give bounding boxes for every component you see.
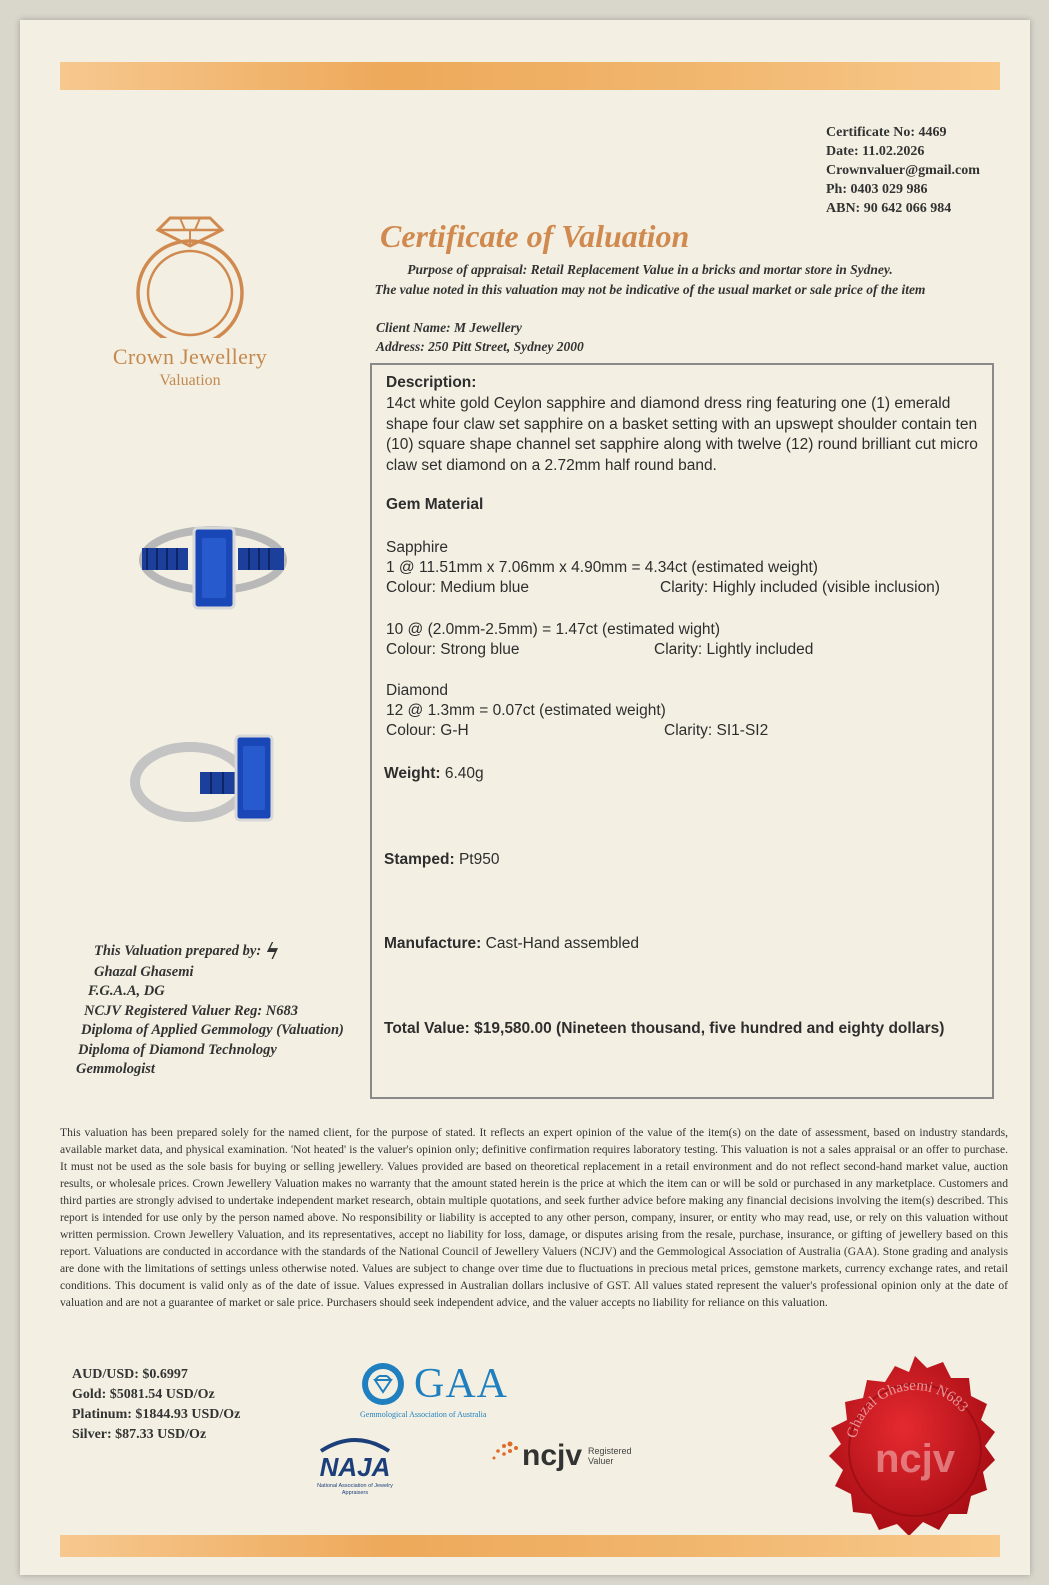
sapphire-colour-1: Colour: Medium blue xyxy=(386,579,530,596)
valuer-name: Ghazal Ghasemi xyxy=(94,963,194,980)
naja-subtitle: National Association of Jewelry Appraisers xyxy=(317,1483,393,1496)
purpose-line-2: The value noted in this valuation may not be indicative of the usual market or sale price of the item xyxy=(374,282,926,297)
prepared-by xyxy=(76,939,344,1080)
ncjv-logo xyxy=(488,1438,632,1474)
rate-aud-usd: AUD/USD: $0.6997 xyxy=(72,1367,188,1382)
sapphire-clarity-1: Clarity: Highly included (visible inclusion) xyxy=(660,579,940,596)
diamond-clarity: Clarity: SI1-SI2 xyxy=(664,722,769,739)
ring-photo-side-icon xyxy=(130,732,290,842)
seal-text: Ghazal Ghasemi N683 xyxy=(844,1377,972,1440)
ncjv-dots-icon xyxy=(488,1438,520,1474)
brand-subtitle: Valuation xyxy=(159,372,221,389)
certificate-sheet xyxy=(20,20,1030,1575)
total-value: Total Value: $19,580.00 (Nineteen thousand, five hundred and eighty dollars) xyxy=(384,1020,945,1037)
gem-name-sapphire: Sapphire xyxy=(386,539,449,556)
description-box xyxy=(370,363,994,1099)
top-orange-band xyxy=(60,62,1000,90)
prepared-by-line xyxy=(94,939,344,965)
certificate-number: Certificate No: 4469 xyxy=(826,125,947,140)
gaa-logo xyxy=(360,1360,530,1419)
disclaimer-text: This valuation has been prepared solely for the named client, for the purpose of stated. It reflects an expert opinion of the value of the item(s) on the date of assessment, based on industry standards, available market data, and physical examination. 'Not heated' is the valuer's opinion only; definitive confirmation requires laboratory testing. This valuation is not a sales appraisal or an offer to purchase. It must not be used as the sole basis for buying or selling jewellery. Values provided are based on theoretical replacement in a retail environment and do not reflect second-hand market value, auction results, or wholesale prices. Crown Jewellery Valuation makes no warranty that the amount stated herein is the price at which the item can or will be sold or purchased in any marketplace. Customers and third parties are strongly advised to undertake independent market research, obtain multiple quotations, and seek further advice before making any financial decisions involving the item(s) described. This report is intended for use only by the person named above. No responsibility or liability is accepted to any other person, company, insurer, or entity who may read, use, or rely on this valuation without written permission. Crown Jewellery Valuation, and its representatives, accept no liability for loss, damage, or disputes arising from the resale, purchase, insurance, or gifting of jewellery based on this report. Valuations are conducted in accordance with the standards of the National Council of Jewellery Valuers (NCJV) and the Gemmological Association of Australia (GAA). Stone grading and analysis are done with the limitations of settings unless otherwise noted. Values are subject to change over time due to fluctuations in precious metal prices, gemstone markets, currency exchange rates, and retail conditions. This document is valid only as of the date of issue. Values expressed in Australian dollars inclusive of GST. All values stated represent the valuer's professional opinion only at the date of valuation and are not a guarantee of market or sale price. Purchasers should seek independent advice, and the valuer accepts no liability for reliance on this valuation. xyxy=(60,1126,1008,1309)
bottom-orange-band xyxy=(60,1535,1000,1557)
stamped-field xyxy=(384,851,499,869)
document-title: Certificate of Valuation xyxy=(380,218,690,254)
purpose-line-1: Purpose of appraisal: Retail Replacement Value in a bricks and mortar store in Sydney. xyxy=(407,262,893,277)
ncjv-text: ncjv xyxy=(522,1439,583,1472)
brand-name: Crown Jewellery xyxy=(112,344,268,369)
client-address: Address: 250 Pitt Street, Sydney 2000 xyxy=(376,339,584,354)
certificate-phone: Ph: 0403 029 986 xyxy=(826,182,928,197)
description-heading: Description: xyxy=(386,374,477,391)
signature-icon: ϟ xyxy=(265,939,280,965)
certificate-meta xyxy=(826,123,980,218)
weight-label: Weight: xyxy=(384,765,441,782)
naja-logo xyxy=(310,1435,400,1497)
weight-field xyxy=(384,765,484,783)
certificate-date: Date: 11.02.2026 xyxy=(826,144,925,159)
sapphire-colour-2: Colour: Strong blue xyxy=(386,641,520,658)
rate-gold: Gold: $5081.54 USD/Oz xyxy=(72,1387,215,1402)
prepared-by-label: This Valuation prepared by: xyxy=(94,943,262,959)
rate-silver: Silver: $87.33 USD/Oz xyxy=(72,1427,207,1442)
valuer-credential: NCJV Registered Valuer Reg: N683 xyxy=(84,1002,299,1019)
valuer-credential: Gemmologist xyxy=(76,1061,155,1077)
manufacture-label: Manufacture: xyxy=(384,935,482,952)
sapphire-measure-1: 1 @ 11.51mm x 7.06mm x 4.90mm = 4.34ct (estimated weight) xyxy=(386,559,818,576)
manufacture-value: Cast-Hand assembled xyxy=(485,935,639,952)
gaa-text: GAA xyxy=(414,1361,508,1407)
gaa-subtitle: Gemmological Association of Australia xyxy=(360,1410,487,1419)
ring-photo-top-icon xyxy=(138,518,288,618)
client-name: Client Name: M Jewellery xyxy=(376,320,522,335)
gem-name-diamond: Diamond xyxy=(386,682,449,699)
naja-arc-icon xyxy=(315,1435,395,1453)
red-wax-seal-icon xyxy=(815,1350,1015,1550)
manufacture-field xyxy=(384,935,639,953)
weight-value: 6.40g xyxy=(444,765,484,782)
certificate-email: Crownvaluer@gmail.com xyxy=(826,163,980,178)
gaa-emblem-icon xyxy=(360,1361,406,1407)
gem-material-heading: Gem Material xyxy=(386,496,484,513)
certificate-abn: ABN: 90 642 066 984 xyxy=(826,201,952,216)
sapphire-measure-2: 10 @ (2.0mm-2.5mm) = 1.47ct (estimated wight) xyxy=(386,621,721,638)
diamond-colour: Colour: G-H xyxy=(386,722,469,739)
valuer-credential: Diploma of Applied Gemmology (Valuation) xyxy=(81,1022,344,1038)
rate-platinum: Platinum: $1844.93 USD/Oz xyxy=(72,1407,241,1422)
brand-logo xyxy=(90,198,290,390)
metal-rates xyxy=(72,1365,240,1445)
seal-brand: ncjv xyxy=(874,1437,956,1481)
ncjv-subtitle-line-2: Valuer xyxy=(588,1456,614,1466)
sapphire-clarity-2: Clarity: Lightly included xyxy=(654,641,814,658)
naja-text: NAJA xyxy=(319,1452,391,1482)
client-info xyxy=(376,318,584,356)
description-text: 14ct white gold Ceylon sapphire and diamond dress ring featuring one (1) emerald shape four claw set sapphire on a basket setting with an upswept shoulder contain ten (10) square shape channel set sapphire along with twelve (12) round brilliant cut micro claw set diamond on a 2.72mm half round band. xyxy=(386,395,978,474)
ncjv-subtitle-line-1: Registered xyxy=(588,1446,632,1456)
stamped-value: Pt950 xyxy=(458,851,500,868)
ncjv-subtitle xyxy=(588,1446,632,1466)
valuer-credential: Diploma of Diamond Technology xyxy=(78,1041,277,1058)
stamped-label: Stamped: xyxy=(384,851,455,868)
ring-logo-icon xyxy=(125,198,255,338)
diamond-measure: 12 @ 1.3mm = 0.07ct (estimated weight) xyxy=(386,702,666,719)
purpose-statement xyxy=(320,260,980,300)
valuer-credential: F.G.A.A, DG xyxy=(88,983,165,999)
